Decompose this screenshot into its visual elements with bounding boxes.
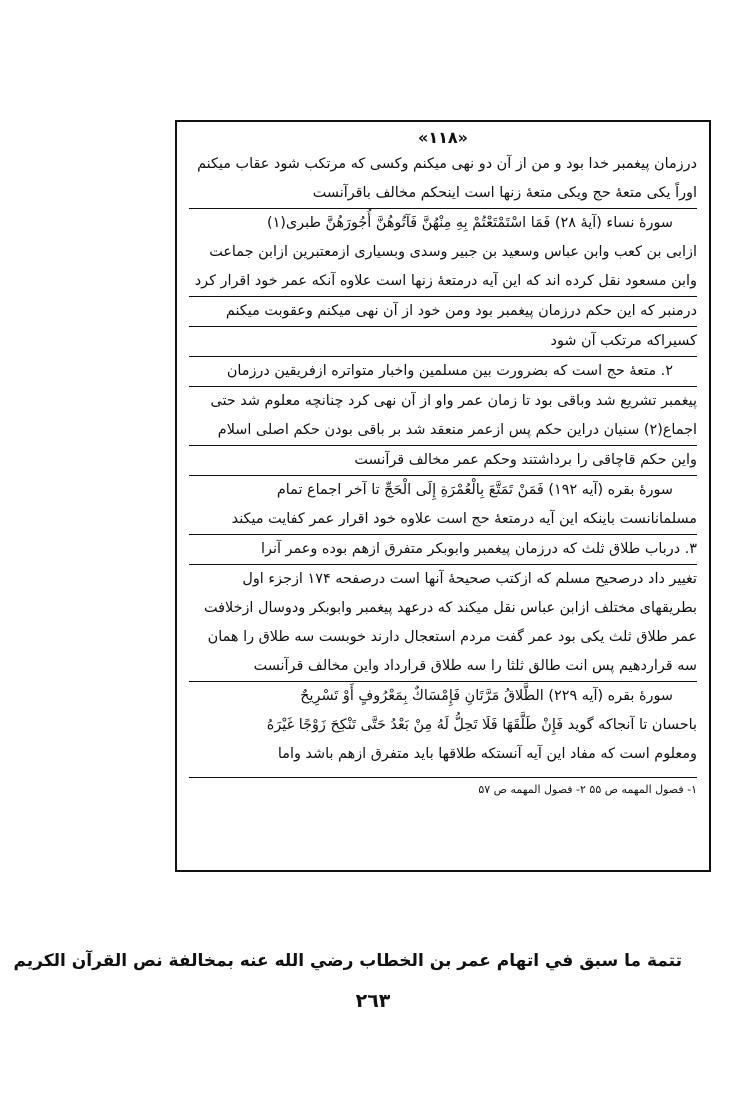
text-line: باحسان تا آنجاکه گوید فَإِنْ طَلَّقَهَا فَلَا تَحِلُّ لَهُ مِنْ بَعْدُ حَتَّى تَنْكِحَ زَوْجًا غَيْرَهُ (266, 717, 697, 733)
text-line: سه قراردهیم پس انت طالق ثلثا را سه طلاق قرارداد واین مخالف قرآنست (189, 652, 697, 682)
text-line: واین حکم قاچاقی را برداشتند وحکم عمر مخالف قرآنست (189, 446, 697, 476)
text-line: اوراً یکی متعۀ حج ویکی متعۀ زنها است اینحکم مخالف باقرآنست (189, 179, 697, 209)
text-line: بطریقهای مختلف ازابن عباس نقل میکند که درعهد پیغمبر وابوبکر ودوسال ازخلافت (203, 600, 697, 616)
text-line: ۲. متعۀ حج است که بضرورت بین مسلمین واخبار متواتره ازفریقین درزمان (189, 357, 697, 387)
inner-page-number: «۱۱۸» (418, 128, 468, 147)
text-line: سورۀ بقره (آیه ۲۲۹) الطَّلاقُ مَرَّتَانِ فَإِمْسَاكٌ بِمَعْرُوفٍ أَوْ تَسْرِيحٌ (300, 688, 673, 704)
text-line: وابن مسعود نقل کرده اند که این آیه درمتعۀ زنها است علاوه آنکه عمر خود اقرار کرد (189, 267, 697, 297)
text-line: سورۀ نساء (آیۀ ۲۸) فَمَا اسْتَمْتَعْتُمْ بِهِ مِنْهُنَّ فَآتُوهُنَّ أُجُورَهُنَّ طبری(۱) (266, 215, 673, 231)
text-line: اجماع(۲) سنیان دراین حکم پس ازعمر منعقد شد بر باقی بودن حکم اصلی اسلام (189, 416, 697, 446)
text-line: پیغمبر تشریع شد وباقی بود تا زمان عمر واو از آن نهی کرد چنانچه معلوم شد حتی (210, 393, 697, 409)
page-caption: تتمة ما سبق في اتهام عمر بن الخطاب رضي الله عنه بمخالفة نص القرآن الكريم (13, 951, 682, 971)
text-line: کسیراکه مرتکب آن شود (189, 327, 697, 357)
text-line: تغییر داد درصحیح مسلم که ازکتب صحیحۀ آنها است درصفحه ۱۷۴ ازجزء اول (242, 571, 697, 587)
text-line: سورۀ بقره (آیه ۱۹۲) فَمَنْ تَمَتَّعَ بِالْعُمْرَةِ إِلَى الْحَجِّ تا آخر اجماع تمام (276, 482, 673, 498)
page-number: ٢٦٣ (355, 990, 391, 1012)
text-line: درزمان پیغمبر خدا بود و من از آن دو نهی میکنم وکسی که مرتکب شود عقاب میکنم (197, 156, 697, 172)
footnote-separator (189, 777, 697, 778)
footnote: ۱- فصول المهمه ص ۵۵ ۲- فصول المهمه ص ۵۷ (478, 783, 697, 796)
scanned-page-frame (175, 120, 711, 872)
text-line: ومعلوم است که مفاد این آیه آنستکه طلاقها باید متفرق ازهم باشد واما (277, 746, 697, 762)
text-line: درمنبر که این حکم درزمان پیغمبر بود ومن خود از آن نهی میکنم وعقوبت میکنم (189, 297, 697, 327)
text-line: ازابی بن کعب وابن عباس وسعید بن جبیر وسدی وبسیاری ازمعتبرین ازابن جماعت (209, 244, 697, 260)
text-line: عمر طلاق ثلث یکی بود عمر گفت مردم استعجال دارند خوبست سه طلاق را همان (207, 629, 697, 645)
text-body (189, 150, 697, 800)
text-line: ۳. درباب طلاق ثلث که درزمان پیغمبر وابوبکر متفرق ازهم بوده وعمر آنرا (189, 535, 697, 565)
text-line: مسلمانانست باینکه این آیه درمتعۀ حج است علاوه خود اقرار عمر کفایت میکند (189, 505, 697, 535)
